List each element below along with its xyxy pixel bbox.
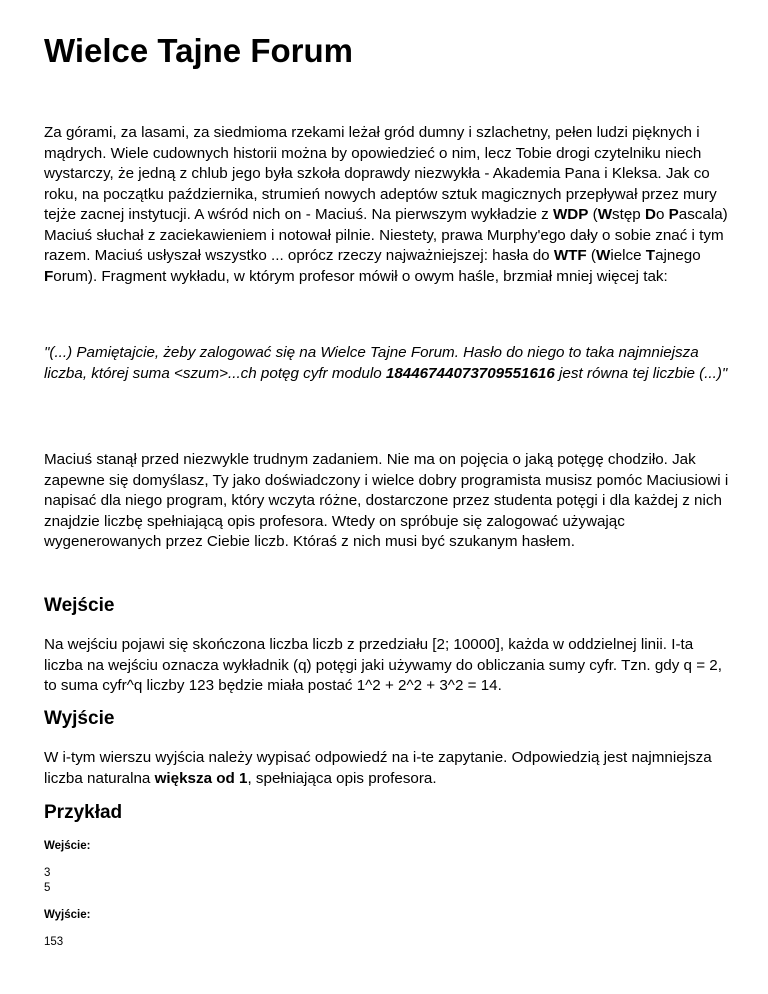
intro-text: ascala) Maciuś słuchał z zaciekawieniem i notował pilnie. Niestety, prawa Murphy'ego dały o sobie znać i tym razem. Maciuś usłyszał wszystko ... oprócz rzeczy najważniejszej: hasła do	[44, 206, 728, 264]
output-text: W i-tym wierszu wyjścia należy wypisać odpowiedź na i-te zapytanie. Odpowiedzią jest najmniejsza liczba naturalna	[44, 749, 712, 787]
output-description	[44, 748, 734, 789]
modulo-number: 18446744073709551616	[385, 364, 555, 382]
intro-text: stęp	[612, 206, 645, 223]
example-output-line: 153	[44, 936, 64, 948]
example-input-label: Wejście:	[44, 840, 91, 852]
page-title: Wielce Tajne Forum	[44, 32, 353, 69]
wdp-acronym: WDP	[552, 206, 589, 223]
wdp-letter: W	[597, 206, 613, 223]
input-description: Na wejściu pojawi się skończona liczba liczb z przedziału [2; 10000], każda w oddzielnej linii. I-ta liczba na wejściu oznacza wykładnik (q) potęgi jaki używamy do obliczania sumy cyfr. Tzn. gdy q = 2, to suma cyfr^q liczby 123 będzie miała postać 1^2 + 2^2 + 3^2 = 14.	[44, 636, 722, 694]
intro-text: ielce	[610, 247, 646, 264]
intro-paragraph	[44, 123, 734, 287]
intro-text: o	[655, 206, 669, 223]
intro-text: (	[588, 206, 598, 223]
example-input-line: 5	[44, 882, 51, 894]
intro-text: (	[586, 247, 596, 264]
professor-quote	[44, 343, 734, 384]
output-emphasis: większa od 1	[154, 769, 248, 787]
input-heading: Wejście	[44, 595, 115, 616]
output-heading: Wyjście	[44, 708, 115, 729]
quote-text: jest równa tej liczbie (...)"	[554, 364, 728, 382]
example-input-line: 3	[44, 867, 51, 879]
example-output-label: Wyjście:	[44, 909, 91, 921]
intro-text: ajnego	[655, 247, 701, 264]
example-heading: Przykład	[44, 802, 123, 823]
wtf-letter: F	[44, 267, 54, 285]
quote-text: "(...) Pamiętajcie, żeby zalogować się na Wielce Tajne Forum. Hasło do niego to taka najmniejsza liczba, której suma <szum>...ch potęg cyfr modulo	[44, 344, 699, 382]
intro-text: Za górami, za lasami, za siedmioma rzekami leżał gród dumny i szlachetny, pełen ludzi pięknych i mądrych. Wiele cudownych historii można by opowiedzieć o nim, lecz Tobie drogi czytelniku niech wystarczy, że jedną z chlub jego była szkoła doprawdy niezwykła - Akademia Pana i Kleksa. Jak co roku, na początku października, strumień nowych adeptów sztuk magicznych przepływał przez mury tejże zacnej instytucji. A wśród nich on - Maciuś. Na pierwszym wykładzie z	[44, 124, 717, 223]
output-text: , spełniająca opis profesora.	[247, 769, 437, 787]
wdp-letter: D	[644, 206, 656, 223]
wtf-acronym: WTF	[553, 247, 587, 264]
wtf-letter: T	[645, 247, 656, 264]
task-paragraph: Maciuś stanął przed niezwykle trudnym zadaniem. Nie ma on pojęcia o jaką potęgę chodziło. Jak zapewne się domyślasz, Ty jako doświadczony i wielce dobry programista musisz pomóc Maciusiowi i napisać dla niego program, który wczyta różne, dostarczone przez studenta potęgi i dla każdej z nich znajdzie liczbę spełniającą opis profesora. Wtedy on spróbuje się zalogować używając wygenerowanych przez Ciebie liczb. Któraś z nich musi być szukanym hasłem.	[44, 451, 729, 550]
intro-text: orum). Fragment wykładu, w którym profesor mówił o owym haśle, brzmiał mniej więcej tak:	[53, 267, 668, 285]
wdp-letter: P	[668, 206, 679, 223]
wtf-letter: W	[595, 247, 611, 264]
